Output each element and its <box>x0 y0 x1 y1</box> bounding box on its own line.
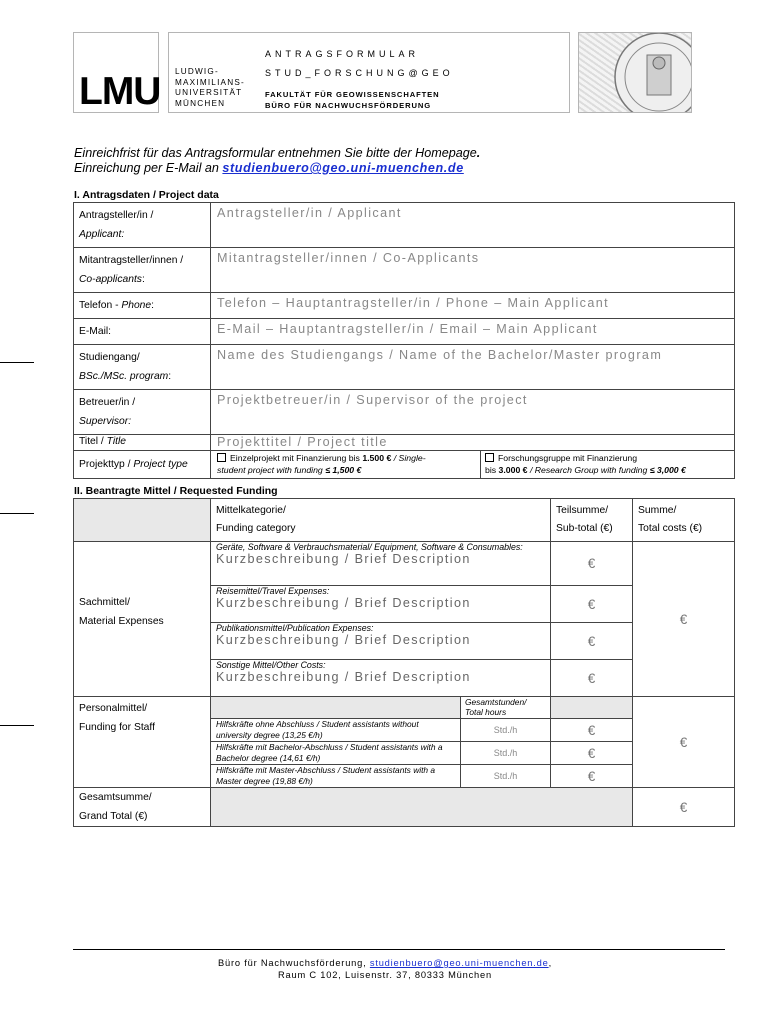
phone-field[interactable]: Telefon – Hauptantragsteller/in / Phone – Main Applicant <box>211 293 735 319</box>
single-project-option[interactable]: Einzelprojekt mit Finanzierung bis 1.500 € / Single- student project with funding ≤ 1,500 € <box>211 451 481 479</box>
other-costs-row: Sonstige Mittel/Other Costs: Kurzbeschreibung / Brief Description € <box>74 660 735 697</box>
supervisor-row: Betreuer/in / Supervisor: Projektbetreuer/in / Supervisor of the project <box>74 390 735 435</box>
other-description-field[interactable]: Kurzbeschreibung / Brief Description <box>216 670 471 684</box>
footer-rule <box>73 949 725 950</box>
grand-total-label: Gesamtsumme/ Grand Total (€) <box>74 788 211 827</box>
project-data-table <box>73 202 735 479</box>
university-seal <box>578 32 692 113</box>
travel-row: Reisemittel/Travel Expenses: Kurzbeschreibung / Brief Description € <box>74 586 735 623</box>
total-header: Summe/ Total costs (€) <box>633 499 735 542</box>
submission-email-link[interactable]: studienbuero@geo.uni-muenchen.de <box>222 161 464 175</box>
margin-mark <box>0 362 34 363</box>
applicant-field[interactable]: Antragsteller/in / Applicant <box>211 203 735 248</box>
total-hours-header: Gesamtstunden/ Total hours <box>461 697 551 719</box>
footer-address: Raum C 102, Luisenstr. 37, 80333 München <box>278 970 492 980</box>
title-row: Titel / Title Projekttitel / Project title <box>74 435 735 451</box>
funding-category-header: Mittelkategorie/ Funding category <box>211 499 551 542</box>
hours-field[interactable]: Std./h <box>461 719 551 742</box>
form-title: ANTRAGSFORMULAR <box>265 49 420 59</box>
publication-subtotal-field[interactable]: € <box>551 623 633 660</box>
supervisor-field[interactable]: Projektbetreuer/in / Supervisor of the project <box>211 390 735 435</box>
material-total-field[interactable]: € <box>633 542 735 697</box>
staff-total-field[interactable]: € <box>633 697 735 788</box>
hours-field[interactable]: Std./h <box>461 742 551 765</box>
email-row: E-Mail: E-Mail – Hauptantragsteller/in / Email – Main Applicant <box>74 319 735 345</box>
equipment-row: Sachmittel/ Material Expenses Geräte, Software & Verbrauchsmaterial/ Equipment, Software & Consumables: Kurzbeschreibung / Brief Description € € <box>74 542 735 586</box>
seal-icon <box>579 33 692 113</box>
section2-heading: II. Beantragte Mittel / Requested Funding <box>74 485 278 497</box>
deadline-note: Einreichfrist für das Antragsformular entnehmen Sie bitte der Homepage. <box>74 146 481 160</box>
staff-subtotal-field[interactable]: € <box>551 742 633 765</box>
submission-note: Einreichung per E-Mail an studienbuero@geo.uni-muenchen.de <box>74 161 464 175</box>
footer-line1: Büro für Nachwuchsförderung, studienbuero@geo.uni-muenchen.de, <box>218 958 552 968</box>
group-project-checkbox[interactable] <box>485 453 494 462</box>
group-project-option[interactable]: Forschungsgruppe mit Finanzierung bis 3.000 € / Research Group with funding ≤ 3,000 € <box>481 451 735 479</box>
material-expenses-label: Sachmittel/ Material Expenses <box>74 542 211 697</box>
staff-funding-label: Personalmittel/ Funding for Staff <box>74 697 211 788</box>
funding-header-row <box>74 499 735 542</box>
other-subtotal-field[interactable]: € <box>551 660 633 697</box>
staff-subtotal-field[interactable]: € <box>551 719 633 742</box>
title-field[interactable]: Projekttitel / Project title <box>211 435 735 451</box>
staff-row: Hilfskräfte ohne Abschluss / Student assistants without university degree (13,25 €/h) Std./h € <box>74 719 735 742</box>
staff-header-row <box>74 697 735 719</box>
grand-total-field[interactable]: € <box>633 788 735 827</box>
university-name: LUDWIG- MAXIMILIANS- UNIVERSITÄT MÜNCHEN <box>175 67 245 108</box>
publication-row: Publikationsmittel/Publication Expenses: Kurzbeschreibung / Brief Description € <box>74 623 735 660</box>
phone-row: Telefon - Phone: Telefon – Hauptantragsteller/in / Phone – Main Applicant <box>74 293 735 319</box>
margin-mark <box>0 725 34 726</box>
subtotal-header: Teilsumme/ Sub-total (€) <box>551 499 633 542</box>
staff-row: Hilfskräfte mit Bachelor-Abschluss / Student assistants with a Bachelor degree (14,61 €/h) Std./h € <box>74 742 735 765</box>
co-applicant-row: Mitantragsteller/innen / Co-applicants: Mitantragsteller/innen / Co-Applicants <box>74 248 735 293</box>
single-project-checkbox[interactable] <box>217 453 226 462</box>
form-email-code: STUD_FORSCHUNG@GEO <box>265 68 454 78</box>
section1-heading: I. Antragsdaten / Project data <box>74 189 219 201</box>
staff-subtotal-field[interactable]: € <box>551 765 633 788</box>
hours-field[interactable]: Std./h <box>461 765 551 788</box>
grand-total-row <box>74 788 735 827</box>
program-field[interactable]: Name des Studiengangs / Name of the Bachelor/Master program <box>211 345 735 390</box>
program-row: Studiengang/ BSc./MSc. program: Name des Studiengangs / Name of the Bachelor/Master program <box>74 345 735 390</box>
publication-description-field[interactable]: Kurzbeschreibung / Brief Description <box>216 633 471 647</box>
footer-email-link[interactable]: studienbuero@geo.uni-muenchen.de <box>369 958 549 968</box>
co-applicant-field[interactable]: Mitantragsteller/innen / Co-Applicants <box>211 248 735 293</box>
applicant-row: Antragsteller/in / Applicant: Antragsteller/in / Applicant <box>74 203 735 248</box>
funding-table <box>73 498 735 827</box>
faculty-name: FAKULTÄT FÜR GEOWISSENSCHAFTEN <box>265 90 440 99</box>
email-field[interactable]: E-Mail – Hauptantragsteller/in / Email – Main Applicant <box>211 319 735 345</box>
office-name: BÜRO FÜR NACHWUCHSFÖRDERUNG <box>265 101 432 110</box>
staff-row: Hilfskräfte mit Master-Abschluss / Student assistants with a Master degree (19,88 €/h) Std./h € <box>74 765 735 788</box>
travel-subtotal-field[interactable]: € <box>551 586 633 623</box>
margin-mark <box>0 513 34 514</box>
equipment-subtotal-field[interactable]: € <box>551 542 633 586</box>
project-type-row: Projekttyp / Project type Einzelprojekt mit Finanzierung bis 1.500 € / Single- student project with funding ≤ 1,500 € Forschungsgruppe mit Finanzierung bis 3.000 € / Research Group with funding ≤ 3,000 € <box>74 451 735 479</box>
travel-description-field[interactable]: Kurzbeschreibung / Brief Description <box>216 596 471 610</box>
lmu-logo: LMU <box>79 70 161 113</box>
equipment-description-field[interactable]: Kurzbeschreibung / Brief Description <box>216 552 471 566</box>
